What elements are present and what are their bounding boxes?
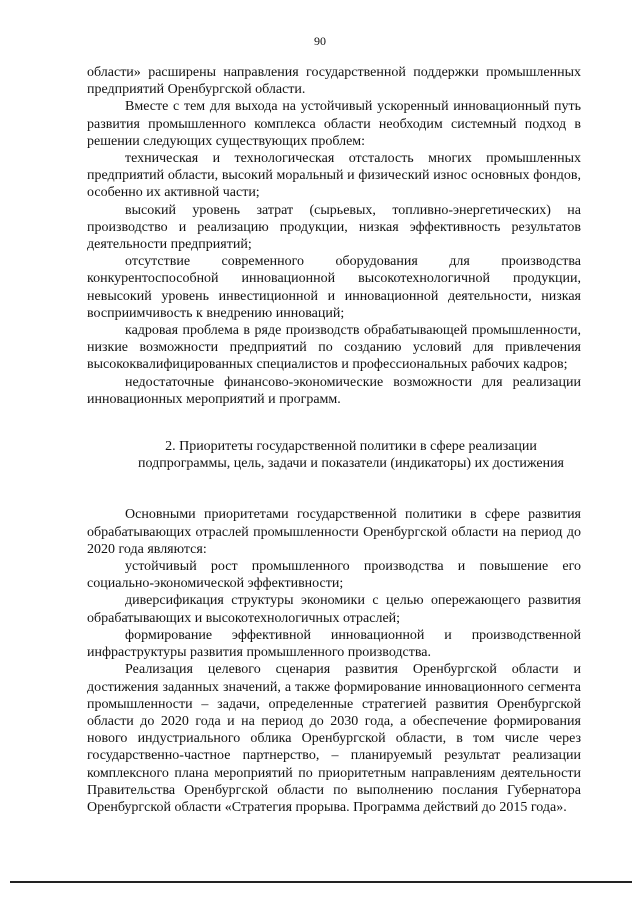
- paragraph: Реализация целевого сценария развития Оренбургской области и достижения заданных значений, а также формирование инновационного сегмента промышленности – задачи, определенные стратегией развития Оренбургской области до 2020 года и на период до 2030 года, а обеспечение формирования нового индустриального облика Оренбургской области, в том числе через государственно-частное партнерство, – планируемый результат реализации комплексного плана мероприятий по приоритетным направлениям деятельности Правительства Оренбургской области по выполнению послания Губернатора Оренбургской области «Стратегия прорыва. Программа действий до 2015 года».: [87, 662, 581, 815]
- paragraph: отсутствие современного оборудования для производства конкурентоспособной инновационной высокотехнологичной продукции, невысокий уровень инвестиционной и инновационной деятельности, низкая восприимчивость к внедрению инноваций;: [87, 254, 581, 321]
- paragraph: области» расширены направления государственной поддержки промышленных предприятий Оренбургской области.: [87, 65, 581, 98]
- bottom-rule: [10, 881, 632, 883]
- paragraph: диверсификация структуры экономики с целью опережающего развития обрабатывающих и высокотехнологичных отраслей;: [87, 593, 581, 626]
- paragraph: Вместе с тем для выхода на устойчивый ускоренный инновационный путь развития промышленного комплекса области необходим системный подход в решении следующих существующих проблем:: [87, 99, 581, 149]
- paragraph: Основными приоритетами государственной политики в сфере развития обрабатывающих отраслей промышленности Оренбургской области на период до 2020 года являются:: [87, 507, 581, 557]
- section-heading: 2. Приоритеты государственной политики в сфере реализации подпрограммы, цель, задачи и показатели (индикаторы) их достижения: [137, 439, 564, 472]
- paragraph: высокий уровень затрат (сырьевых, топливно-энергетических) на производство и реализацию продукции, низкая эффективность результатов деятельности предприятий;: [87, 202, 581, 253]
- document-body: [87, 64, 581, 816]
- paragraph: техническая и технологическая отсталость многих промышленных предприятий области, высокий моральный и физический износ основных фондов, особенно их активной части;: [87, 151, 581, 201]
- paragraph: устойчивый рост промышленного производства и повышение его социально-экономической эффективности;: [87, 559, 581, 592]
- page-number: 90: [314, 34, 326, 48]
- paragraph: формирование эффективной инновационной и производственной инфраструктуры развития промышленного производства.: [87, 627, 581, 661]
- paragraph: кадровая проблема в ряде производств обрабатывающей промышленности, низкие возможности предприятий по созданию условий для привлечения высококвалифицированных специалистов и профессиональных рабочих кадров;: [87, 323, 581, 373]
- paragraph: недостаточные финансово-экономические возможности для реализации инновационных мероприятий и программ.: [87, 374, 581, 407]
